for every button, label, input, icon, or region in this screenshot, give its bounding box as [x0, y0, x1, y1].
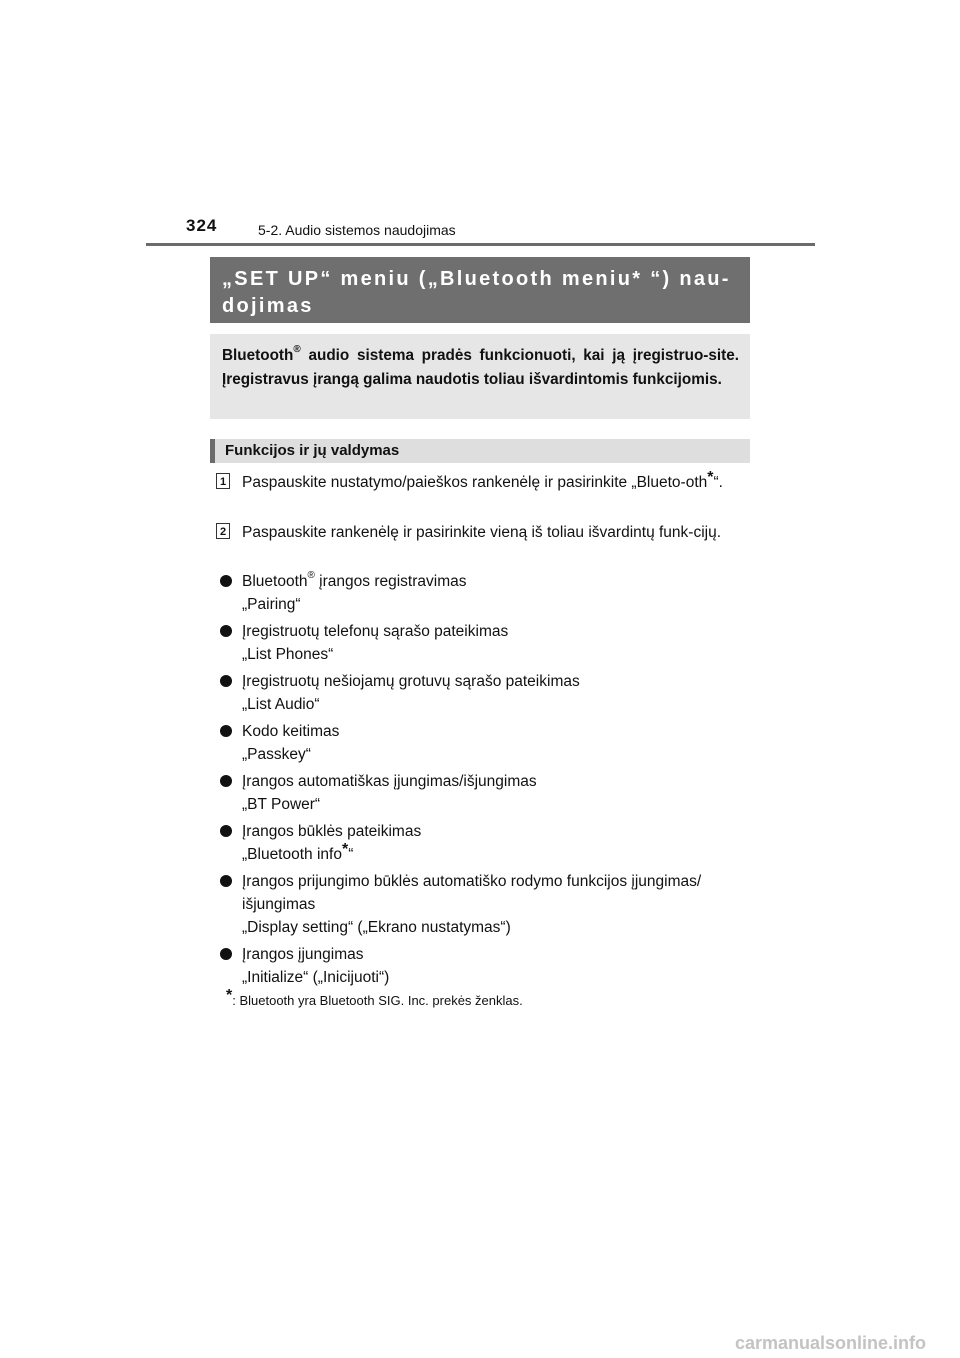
step-1-text-end: “. [713, 474, 723, 491]
footnote-star: * [341, 841, 349, 858]
list-item [220, 870, 750, 939]
footnote-text: : Bluetooth yra Bluetooth SIG. Inc. prekės ženklas. [232, 993, 523, 1008]
step-2 [216, 521, 744, 544]
bullet-dot-icon [220, 725, 232, 737]
list-item [220, 820, 750, 866]
footnote-star: * [226, 987, 233, 1004]
bullet-dot-icon [220, 875, 232, 887]
list-item [220, 770, 750, 816]
list-item [220, 620, 750, 666]
step-number-2: 2 [216, 523, 230, 539]
list-item [220, 570, 750, 616]
footnote-star: * [707, 469, 714, 486]
bullet-dot-icon [220, 625, 232, 637]
step-1-text [242, 471, 744, 494]
list-item-menu-name: „List Audio“ [242, 696, 320, 713]
intro-brand: Bluetooth [222, 347, 294, 364]
list-item-description: Kodo keitimas [242, 723, 340, 740]
registered-mark: ® [307, 569, 315, 581]
list-item-description: Įregistruotų telefonų sąrašo pateikimas [242, 623, 509, 640]
list-item [220, 943, 750, 989]
list-item-menu-name: „Initialize“ („Inicijuoti“) [242, 969, 390, 986]
step-2-text: Paspauskite rankenėlę ir pasirinkite vieną iš toliau išvardintų funk-cijų. [242, 524, 722, 541]
list-item-menu-name: „List Phones“ [242, 646, 334, 663]
step-number-1: 1 [216, 473, 230, 489]
section-title-line-1: „SET UP“ meniu („Bluetooth meniu* “) nau- [222, 268, 731, 290]
watermark: carmanualsonline.info [735, 1333, 927, 1353]
bullet-dot-icon [220, 825, 232, 837]
step-1-text-main: Paspauskite nustatymo/paieškos rankenėlę ir pasirinkite „Blueto-oth [242, 474, 708, 491]
list-item-description: Įrangos būklės pateikimas [242, 823, 422, 840]
list-item-description: Bluetooth® įrangos registravimas [242, 569, 467, 590]
list-item-menu-name: „Passkey“ [242, 746, 311, 763]
list-item-menu-name: „BT Power“ [242, 796, 321, 813]
list-item [220, 720, 750, 766]
bullet-dot-icon [220, 675, 232, 687]
function-list [220, 570, 750, 993]
bullet-dot-icon [220, 948, 232, 960]
section-title-line-2: dojimas [222, 295, 314, 317]
footnote [226, 987, 523, 1008]
bullet-dot-icon [220, 575, 232, 587]
registered-mark: ® [293, 343, 301, 355]
list-item-description: Įrangos automatiškas įjungimas/išjungimas [242, 773, 537, 790]
intro-text: audio sistema pradės funkcionuoti, kai ją įregistruo-site. Įregistravus įrangą galima naudotis toliau išvardintomis funkcijomis. [222, 347, 739, 388]
section-label: 5-2. Audio sistemos naudojimas [258, 222, 456, 238]
step-1 [216, 471, 744, 494]
header-rule [146, 243, 815, 246]
list-item-description: Įregistruotų nešiojamų grotuvų sąrašo pateikimas [242, 673, 580, 690]
list-item-menu-name: „Display setting“ („Ekrano nustatymas“) [242, 919, 511, 936]
list-item-description-continued: išjungimas [242, 896, 316, 913]
list-item-description: Įrangos prijungimo būklės automatiško rodymo funkcijos įjungimas/ [242, 873, 702, 890]
list-item [220, 670, 750, 716]
subheading: Funkcijos ir jų valdymas [210, 439, 750, 463]
intro-box [210, 334, 750, 419]
list-item-menu-name: „Bluetooth info*“ [242, 841, 354, 863]
section-title-box [210, 257, 750, 323]
page-number: 324 [186, 216, 218, 235]
list-item-menu-name: „Pairing“ [242, 596, 301, 613]
bullet-dot-icon [220, 775, 232, 787]
list-item-description: Įrangos įjungimas [242, 946, 364, 963]
